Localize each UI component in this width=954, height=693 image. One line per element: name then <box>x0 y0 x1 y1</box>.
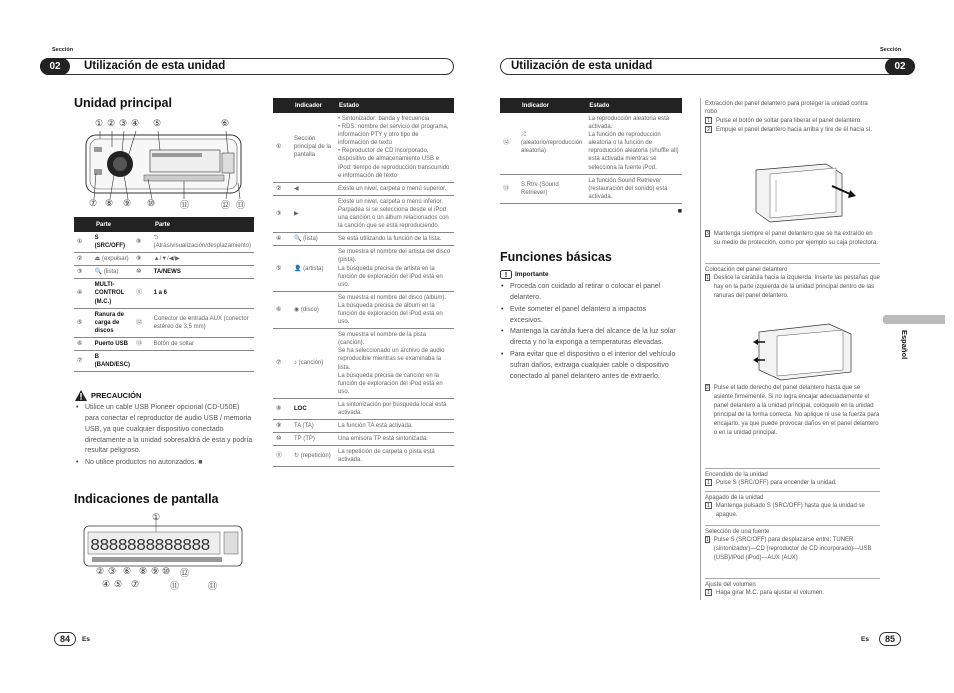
display-callout-12: ⑫ <box>180 568 190 578</box>
indicator-state: Se muestra el nombre del artista del disco (pista). La búsqueda precisa de artista en la función de exploración del iPod está en uso. <box>335 246 454 291</box>
indicator-table-2 <box>500 98 682 215</box>
indicator-number: ⑩ <box>273 433 291 446</box>
indicator-symbol: TA (TA) <box>291 420 335 433</box>
indicator-state: Se está utilizando la función de la lista. <box>335 233 454 246</box>
indicator-symbol: TP (TP) <box>291 433 335 446</box>
display-callout-3: ③ <box>108 566 117 576</box>
indicator-symbol: Sección principal de la pantalla <box>291 113 335 182</box>
table-row <box>273 291 454 328</box>
indicator-number: ② <box>273 182 291 195</box>
lang-code-left: Es <box>82 636 90 643</box>
indicator-state: Se muestra el nombre de la pista (canción). Se ha seleccionado un archivo de audio reproducible mientras se examinaba la lista. La búsqueda precisa de canción en la función de exploración del iPod está en uso. <box>335 329 454 399</box>
indicator-number: ⑬ <box>500 174 518 203</box>
part-number: ⑩ <box>133 266 151 279</box>
part-number: ⑧ <box>133 232 151 253</box>
step-number: 1 <box>706 503 710 510</box>
basic-item-2: • Evite someter el panel delantero a impactos excesivos. <box>500 305 680 327</box>
indicator-symbol: LOC <box>291 398 335 419</box>
indicator-table <box>273 98 454 467</box>
part-number: ⑦ <box>74 351 92 372</box>
caution-block <box>75 390 255 470</box>
step-number: 1 <box>706 537 709 544</box>
panel-remove-illustration <box>746 160 856 225</box>
indicator-number: ① <box>273 113 291 182</box>
procedure-title: Colocación del panel delantero <box>705 263 880 274</box>
table-row <box>273 195 454 232</box>
indicator-state: La función TA está activada. <box>335 420 454 433</box>
indicator-state: Una emisora TP está sintonizada. <box>335 433 454 446</box>
display-heading: Indicaciones de pantalla <box>74 492 219 506</box>
part-number: ② <box>74 253 92 266</box>
part-name: ⏏ (expulsar) <box>92 253 133 266</box>
display-callout-2: ② <box>96 566 105 576</box>
procedures-column <box>700 98 880 600</box>
part-name: B (BAND/ESC) <box>92 351 133 372</box>
indicator-state: La reproducción aleatoria está activada. La función de reproducción aleatoria o la función de reproducción aleatoria (shuffle all) está activada mientras se selecciona la fuente iPod. <box>585 113 682 174</box>
display-callout-11: ⑪ <box>170 581 180 591</box>
parts-table <box>74 217 254 372</box>
table-row <box>74 266 254 279</box>
part-number: ④ <box>74 279 92 308</box>
language-tab-bar <box>883 315 945 324</box>
step-text: Mantenga siempre el panel delantero que se ha extraído en su medio de protección, como por ejemplo su caja protectora. <box>713 231 878 246</box>
caution-item-2: • No utilice productos no autorizados. ■ <box>75 458 255 469</box>
step-text: Pulse el botón de soltar para liberar el panel delantero. <box>716 117 862 124</box>
indicator-state: • Sintonizador: banda y frecuencia • RDS: nombre del servicio del programa, información PTY y otro tipo de información de texto • Reproductor de CD incorporado, dispositivo de almacenamiento USB e iPod: tiempo de reproducción transcurrido e información de texto <box>335 113 454 182</box>
parts-header-2: Parte <box>133 217 254 232</box>
part-number: ⑨ <box>133 253 151 266</box>
indicator-symbol: 👤 (artista) <box>291 246 335 291</box>
caution-item-1: • Utilice un cable USB Pioneer opcional (CD-U50E) para conectar el reproductor de audio USB / memoria USB, ya que cualquier dispositivo conectado directamente a la unidad sobresaldrá de esta y podría resultar peligroso. <box>75 403 255 457</box>
callout-9: ⑨ <box>123 198 132 208</box>
step-number: 3 <box>706 231 709 237</box>
part-number: ⑬ <box>133 337 151 350</box>
part-number: ⑫ <box>133 308 151 337</box>
callout-3: ③ <box>119 118 128 128</box>
indicator-state: Existe un nivel, carpeta o menú superior. <box>335 182 454 195</box>
indicator-state: La repetición de carpeta o pista está activada. <box>335 446 454 467</box>
display-callout-7: ⑦ <box>131 579 140 589</box>
page-number-left: 84 <box>54 632 76 646</box>
part-number: ③ <box>74 266 92 279</box>
callout-2: ② <box>107 118 116 128</box>
procedure-attach-panel <box>705 263 880 301</box>
panel-attach-drawing <box>751 320 861 382</box>
indicator-header-1: Indicador <box>273 98 335 113</box>
display-segments: 8888888888888 <box>90 537 210 556</box>
indicator-symbol: S.Rtrv (Sound Retriever) <box>518 174 585 203</box>
indicator-symbol: ◉ (disco) <box>291 291 335 328</box>
basic-heading: Funciones básicas <box>500 250 612 264</box>
indicator-state: La función Sound Retriever (restauración del sonido) está activada. <box>585 174 682 203</box>
parts-header-1: Parte <box>74 217 133 232</box>
callout-7: ⑦ <box>89 198 98 208</box>
table-row <box>74 232 254 253</box>
callout-6: ⑥ <box>221 118 230 128</box>
part-name: Botón de soltar <box>151 337 254 350</box>
procedure-title: Extracción del panel delantero para proteger la unidad contra robo <box>705 101 868 116</box>
part-name: ▲/▼/◀/▶ <box>151 253 254 266</box>
part-name: 1 a 6 <box>151 279 254 308</box>
procedure-power-on <box>705 468 880 488</box>
display-callout-6: ⑥ <box>123 566 132 576</box>
procedure-power-off <box>705 491 880 520</box>
indicator-symbol: ◀ <box>291 182 335 195</box>
part-name: Puerto USB <box>92 337 133 350</box>
basic-item-4: • Para evitar que el dispositivo o el interior del vehículo sufran daños, extraiga cualquier cable o dispositivo conectado al panel delantero antes de extraerlo. <box>500 350 680 383</box>
step-number: 2 <box>705 126 712 133</box>
step-text: Haga girar M.C. para ajustar el volumen. <box>716 590 825 597</box>
caution-title: PRECAUCIÓN <box>91 391 142 400</box>
display-callout-5: ⑤ <box>114 579 123 589</box>
step-number: 1 <box>706 275 709 282</box>
callout-1: ① <box>95 118 104 128</box>
procedure-title: Apagado de la unidad <box>705 491 880 502</box>
step-text: Empuje el panel delantero hacia arriba y tire de él hacia sí. <box>716 126 873 133</box>
indicator-number: ⑦ <box>273 329 291 399</box>
table-row <box>273 446 454 467</box>
procedure-volume <box>705 578 880 598</box>
section-label-left: Sección <box>52 47 74 53</box>
indicator-number: ⑤ <box>273 246 291 291</box>
display-callout-1: ① <box>152 512 161 522</box>
indicator-number: ⑨ <box>273 420 291 433</box>
indicator-state: Se muestra el nombre del disco (álbum). La búsqueda precisa de álbum en la función de exploración del iPod está en uso. <box>335 291 454 328</box>
indicator-number: ⑥ <box>273 291 291 328</box>
step-number: 1 <box>705 479 712 486</box>
svg-text:!: ! <box>504 272 508 279</box>
table-row <box>273 433 454 446</box>
procedure-title: Selección de una fuente <box>705 525 880 536</box>
chapter-badge-left: 02 <box>40 58 70 75</box>
procedure-title: Encendido de la unidad <box>705 468 880 479</box>
table-row <box>74 253 254 266</box>
part-number: ⑤ <box>74 308 92 337</box>
important-icon <box>500 270 512 279</box>
chapter-badge-right: 02 <box>885 58 915 75</box>
part-name: MULTI-CONTROL (M.C.) <box>92 279 133 308</box>
step-number: 2 <box>706 385 709 391</box>
indicator2-header-1: Indicador <box>500 98 585 113</box>
table-row <box>273 246 454 291</box>
chapter-title-left: Utilización de esta unidad <box>84 60 226 72</box>
procedure-select-source <box>705 525 880 563</box>
table-row <box>273 113 454 182</box>
table-row <box>500 174 682 203</box>
chapter-title-right: Utilización de esta unidad <box>511 60 653 72</box>
indicator-number: ⑫ <box>500 113 518 174</box>
table-row <box>273 329 454 399</box>
lang-code-right: Es <box>861 636 869 643</box>
table-row <box>273 420 454 433</box>
table-row <box>500 113 682 174</box>
step-text: Pulse S (SRC/OFF) para desplazarse entre: TUNER (sintonizador)—CD (reproductor de CD incorporado)—USB (USB)/iPod (iPod)—AUX (AUX) <box>713 537 872 562</box>
callout-11: ⑪ <box>180 200 190 210</box>
page-number-right: 85 <box>879 632 901 646</box>
section-label-right: Sección <box>880 47 902 53</box>
part-number: ⑪ <box>133 279 151 308</box>
indicator2-header-2: Estado <box>585 98 682 113</box>
indicator-number: ③ <box>273 195 291 232</box>
part-name: S (SRC/OFF) <box>92 232 133 253</box>
indicator-number: ⑪ <box>273 446 291 467</box>
procedure-title: Ajuste del volumen <box>705 578 880 589</box>
indicator-number: ④ <box>273 233 291 246</box>
step-text: Pulse el lado derecho del panel delantero hasta que se asiente firmemente. Si no logra encajar adecuadamente el panel delantero a la unidad principal, colóquelo en la unidad principal de la forma correcta. No aplique ni use la fuerza para encajarlo, ya que puede provocar daños en el panel delantero o en la unidad principal. <box>713 385 880 436</box>
table-row <box>74 308 254 337</box>
indicator-symbol: ♪ (canción) <box>291 329 335 399</box>
table-row <box>74 279 254 308</box>
part-name: ⮌ (Atrás/visualización/desplazamiento) <box>151 232 254 253</box>
callout-10: ⑩ <box>147 198 156 208</box>
indicator-number: ⑧ <box>273 398 291 419</box>
unit-heading: Unidad principal <box>74 96 172 110</box>
table-row <box>273 182 454 195</box>
indicator-header-2: Estado <box>335 98 454 113</box>
language-tab-label: Español <box>900 330 909 360</box>
display-callout-4: ④ <box>102 579 111 589</box>
step-text: Deslice la carátula hacia la izquierda. Inserte las pestañas que hay en la parte izquierda de la unidad principal dentro de las ranuras del panel delantero. <box>713 275 880 300</box>
step-text: Mantenga pulsado S (SRC/OFF) hasta que la unidad se apague. <box>715 503 865 519</box>
procedure-remove-panel <box>705 98 880 135</box>
panel-attach-illustration <box>751 320 861 382</box>
display-callout-10: ⑩ <box>162 566 171 576</box>
step-text: Pulse S (SRC/OFF) para encender la unidad. <box>716 480 837 487</box>
important-label: Importante <box>515 271 549 278</box>
callout-5: ⑤ <box>153 118 162 128</box>
display-callout-13: ⑬ <box>208 581 218 591</box>
warning-icon <box>75 390 87 401</box>
indicator-state: La sintonización por búsqueda local está activada. <box>335 398 454 419</box>
step-number: 1 <box>705 117 712 124</box>
part-number: ① <box>74 232 92 253</box>
procedure-secure-panel <box>705 384 880 438</box>
procedure-store-panel <box>705 230 880 248</box>
table-row <box>273 398 454 419</box>
step-number: 1 <box>705 589 712 596</box>
part-name: TA/NEWS <box>151 266 254 279</box>
part-number <box>133 351 151 372</box>
callout-8: ⑧ <box>105 198 114 208</box>
display-callout-8: ⑧ <box>139 566 148 576</box>
callout-13: ⑬ <box>236 200 246 210</box>
table-row <box>74 351 254 372</box>
table-row <box>74 337 254 350</box>
table-row <box>273 233 454 246</box>
indicator-symbol: ▶ <box>291 195 335 232</box>
part-name <box>151 351 254 372</box>
part-number: ⑥ <box>74 337 92 350</box>
basic-block <box>500 270 680 384</box>
callout-4: ④ <box>131 118 140 128</box>
part-name: Ranura de carga de discos <box>92 308 133 337</box>
panel-remove-drawing <box>746 160 856 225</box>
end-mark: ■ <box>677 207 682 215</box>
indicator-symbol: ⤮ (aleatorio/reproducción aleatoria) <box>518 113 585 174</box>
part-name: 🔍 (lista) <box>92 266 133 279</box>
indicator-symbol: 🔍 (lista) <box>291 233 335 246</box>
callout-12: ⑫ <box>221 200 231 210</box>
part-name: Conector de entrada AUX (conector estéreo de 3,5 mm) <box>151 308 254 337</box>
basic-item-1: • Proceda con cuidado al retirar o colocar el panel delantero. <box>500 282 680 304</box>
basic-item-3: • Mantenga la carátula fuera del alcance de la luz solar directa y no la exponga a temperaturas elevadas. <box>500 327 680 349</box>
indicator-state: Existe un nivel, carpeta o menú inferior. Parpadea si se selecciona desde el iPod una canción o un álbum relacionados con la canción que se está reproduciendo. <box>335 195 454 232</box>
indicator-symbol: ↻ (repetición) <box>291 446 335 467</box>
display-callout-9: ⑨ <box>151 566 160 576</box>
